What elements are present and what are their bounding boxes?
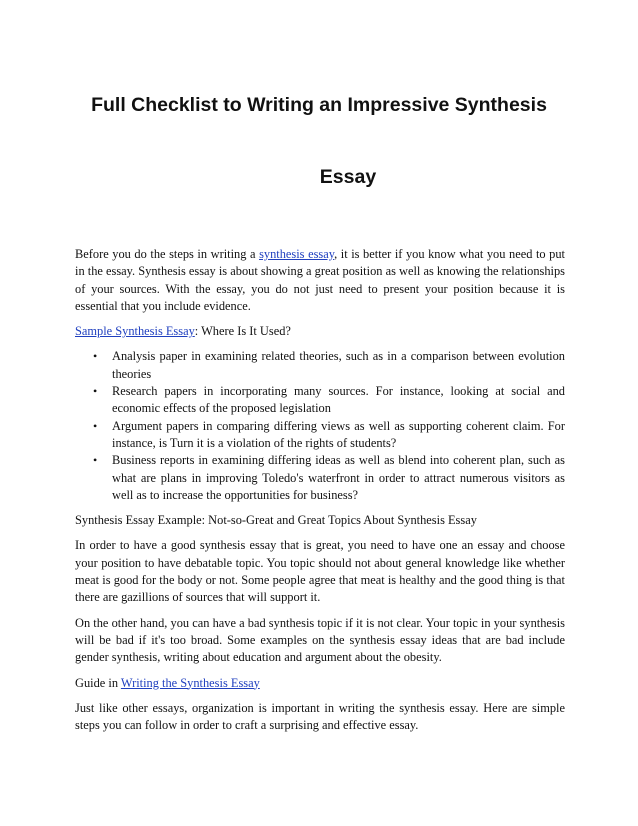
uses-list [75, 348, 565, 504]
list-item [93, 418, 565, 453]
sample-synthesis-essay-link[interactable]: Sample Synthesis Essay [75, 324, 195, 339]
organization-paragraph: Just like other essays, organization is important in writing the synthesis essay. Here are simple steps you can follow in order to craft a surprising and effective essay. [75, 700, 565, 733]
list-item-text: Research papers in incorporating many sources. For instance, looking at social and economic effects of the proposed legislation [112, 384, 565, 416]
bad-topic-paragraph: On the other hand, you can have a bad synthesis topic if it is not clear. Your topic in your synthesis will be bad if it's too broad. Some examples on the synthesis essay ideas that are bad include gender synthesis, writing about education and argument about the obesity. [75, 615, 565, 665]
list-item [93, 348, 565, 383]
synthesis-essay-link[interactable]: synthesis essay [259, 247, 335, 261]
good-topic-paragraph: In order to have a good synthesis essay that is great, you need to have one an essay and choose your position to have debatable topic. You topic should not about general knowledge like whether meat is good for the body or not. Some people agree that meat is healthy and the good thing is that there are gazillions of sources that will support it. [75, 538, 565, 605]
document-title-line-2: Essay [319, 166, 377, 188]
intro-paragraph [75, 246, 565, 315]
document-title-line-1: Full Checklist to Writing an Impressive Synthesis [91, 94, 547, 116]
bullet-icon: • [93, 418, 98, 433]
sample-heading-rest: : Where Is It Used? [194, 324, 291, 339]
intro-text-before: Before you do the steps in writing a [75, 247, 260, 261]
list-item-text: Analysis paper in examining related theories, such as in a comparison between evolution theories [112, 349, 565, 381]
example-heading: Synthesis Essay Example: Not-so-Great and Great Topics About Synthesis Essay [75, 513, 477, 528]
guide-heading [75, 675, 565, 692]
sample-heading [75, 323, 565, 340]
intro-text-after: , it is better if you know what you need to put in the essay. Synthesis essay is about showing a great position as well as knowing the relationships of your sources. With the essay, you do not just need to present your position because it is essential that you include evidence. [75, 247, 565, 313]
guide-text-before: Guide in [75, 675, 121, 690]
writing-synthesis-essay-link[interactable]: Writing the Synthesis Essay [120, 675, 260, 690]
list-item-text: Business reports in examining differing ideas as well as blend into coherent plan, such as what are plans in improving Toledo's waterfront in order to attract numerous visitors as well as to increase the opportunities for business? [112, 453, 565, 502]
bullet-icon: • [93, 384, 98, 399]
list-item-text: Argument papers in comparing differing views as well as supporting coherent claim. For instance, is Turn it is a violation of the rights of students? [112, 418, 565, 450]
bullet-icon: • [93, 349, 98, 364]
bullet-icon: • [93, 453, 98, 468]
list-item [93, 383, 565, 418]
document-body [75, 246, 565, 742]
list-item [93, 452, 565, 504]
